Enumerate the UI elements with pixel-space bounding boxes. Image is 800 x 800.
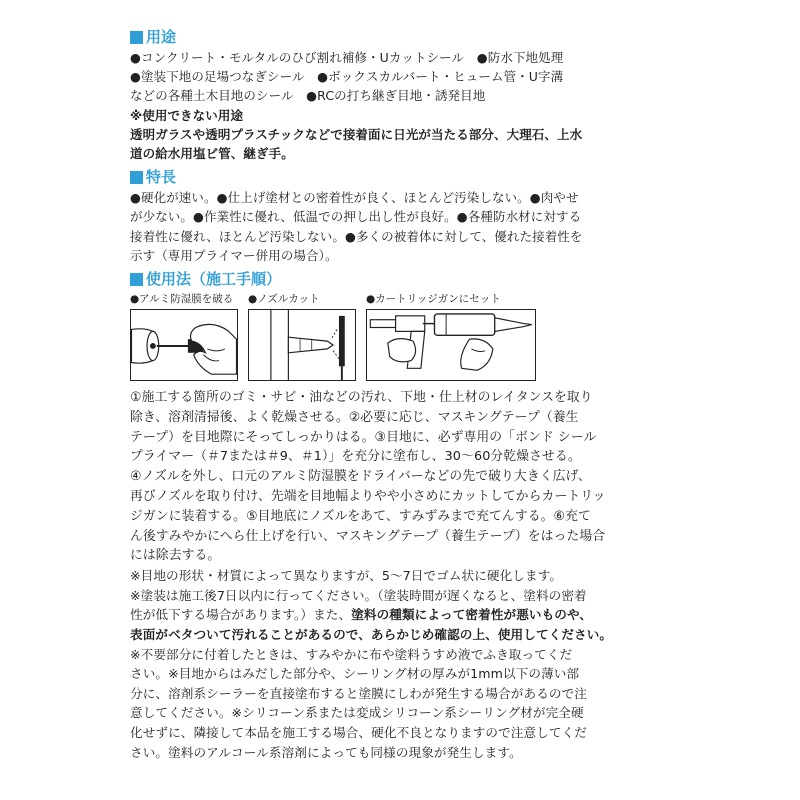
usage-heading: 用途 [130,26,670,48]
note-line: ※塗装は施工後7日以内に行ってください。（塗装時間が遅くなると、塗料の密着 [130,587,587,603]
note-line: 分に、溶剤系シーラーを直接塗布すると塗膜にしわが発生する場合があるので注 [130,685,587,701]
cautions [130,566,670,762]
nozzle-cut-illustration [248,309,356,381]
step-line: には除去する。 [130,548,221,564]
note-line: 性が低下する場合があります。）また、塗料の種類によって密着性が悪いものや、 [130,607,593,623]
features-line: 示す（専用プライマー併用の場合）。 [130,247,338,263]
step-line: 除き、溶剤清掃後、よく乾燥させる。②必要に応じ、マスキングテープ（養生 [130,409,579,425]
method-section [130,268,670,762]
features-line: が少ない。●作業性に優れ、低温での押し出し性が良好。●各種防水材に対する [130,209,582,225]
step-line: ジガンに装着する。⑤目地底にノズルをあて、すみずみまで充てんする。⑥充て [130,508,591,524]
note-line: さい。塗料のアルコール系溶剤によっても同様の現象が発生します。 [130,744,522,760]
features-heading: 特長 [130,166,670,188]
pierce-foil-icon [131,310,237,380]
cartridge-gun-icon [367,310,535,380]
note-bold-line: 表面がベタついて汚れることがあるので、あらかじめ確認の上、使用してください。 [130,626,613,642]
nozzle-icon [249,310,355,380]
usage-line: ●コンクリート・モルタルのひび割れ補修・Uカットシール ●防水下地処理 [130,50,564,65]
note-line: 意してください。※シリコーン系または変成シリコーン系シーリング材が完全硬 [130,705,584,721]
note-line: 化せずに、隣接して本品を施工する場合、硬化不良となりますので注意してくだ [130,724,587,740]
procedure-steps [130,388,670,566]
not-usable-line: 道の給水用塩ビ管、継ぎ手。 [130,146,294,162]
square-bullet-icon [130,31,143,44]
note-line: ※不要部分に付着したときは、すみやかに布や塗料うすめ液でふき取ってくだ [130,646,573,662]
features-line: 接着性に優れ、ほとんど汚染しない。●多くの被着体に対して、優れた接着性を [130,228,583,244]
figure-caption: ●カートリッジガンにセット [366,293,501,306]
method-heading: 使用法（施工手順） [130,268,670,290]
pierce-foil-illustration [130,309,238,381]
usage-line: などの各種土木目地のシール ●RCの打ち継ぎ目地・誘発目地 [130,88,486,104]
usage-line: ●塗装下地の足場つなぎシール ●ボックスカルバート・ヒューム管・U字溝 [130,69,564,85]
not-usable-title: ※使用できない用途 [130,107,244,123]
step-line: テープ）を目地際にそってしっかりはる。③目地に、必ず専用の「ボンド シール [130,429,597,445]
features-section [130,166,670,265]
cartridge-gun-illustration [366,309,536,381]
note-line: ※目地の形状・材質によって異なりますが、5〜7日でゴム状に硬化します。 [130,568,563,584]
product-instructions [130,26,670,762]
note-line: さい。※目地からはみだした部分や、シーリング材の厚みが1mm以下の薄い部 [130,666,580,682]
step-line: プライマー（＃7または＃9、＃1）」を充分に塗布し、30〜60分乾燥させる。 [130,449,581,465]
step-line: ん後すみやかにへら仕上げを行い、マスキングテープ（養生テープ）をはった場合 [130,528,606,544]
usage-section [130,26,670,163]
step-line: ④ノズルを外し、口元のアルミ防湿膜をドライバーなどの先で破り大きく広げ、 [130,469,591,485]
step-line: 再びノズルを取り付け、先端を目地幅よりやや小さめにカットしてからカートリッ [130,489,606,505]
note-bold-text: 塗料の種類によって密着性が悪いものや、 [351,607,593,623]
features-line: ●硬化が速い。●仕上げ塗材との密着性が良く、ほとんど汚染しない。●肉やせ [130,190,579,206]
figure-caption: ●アルミ防湿膜を破る [130,293,234,306]
square-bullet-icon [130,273,143,286]
procedure-figures [130,292,670,384]
square-bullet-icon [130,171,143,184]
figure-caption: ●ノズルカット [248,293,320,306]
step-line: ①施工する箇所のゴミ・サビ・油などの汚れ、下地・仕上材のレイタンスを取り [130,390,593,406]
not-usable-line: 透明ガラスや透明プラスチックなどで接着面に日光が当たる部分、大理石、上水 [130,126,583,142]
